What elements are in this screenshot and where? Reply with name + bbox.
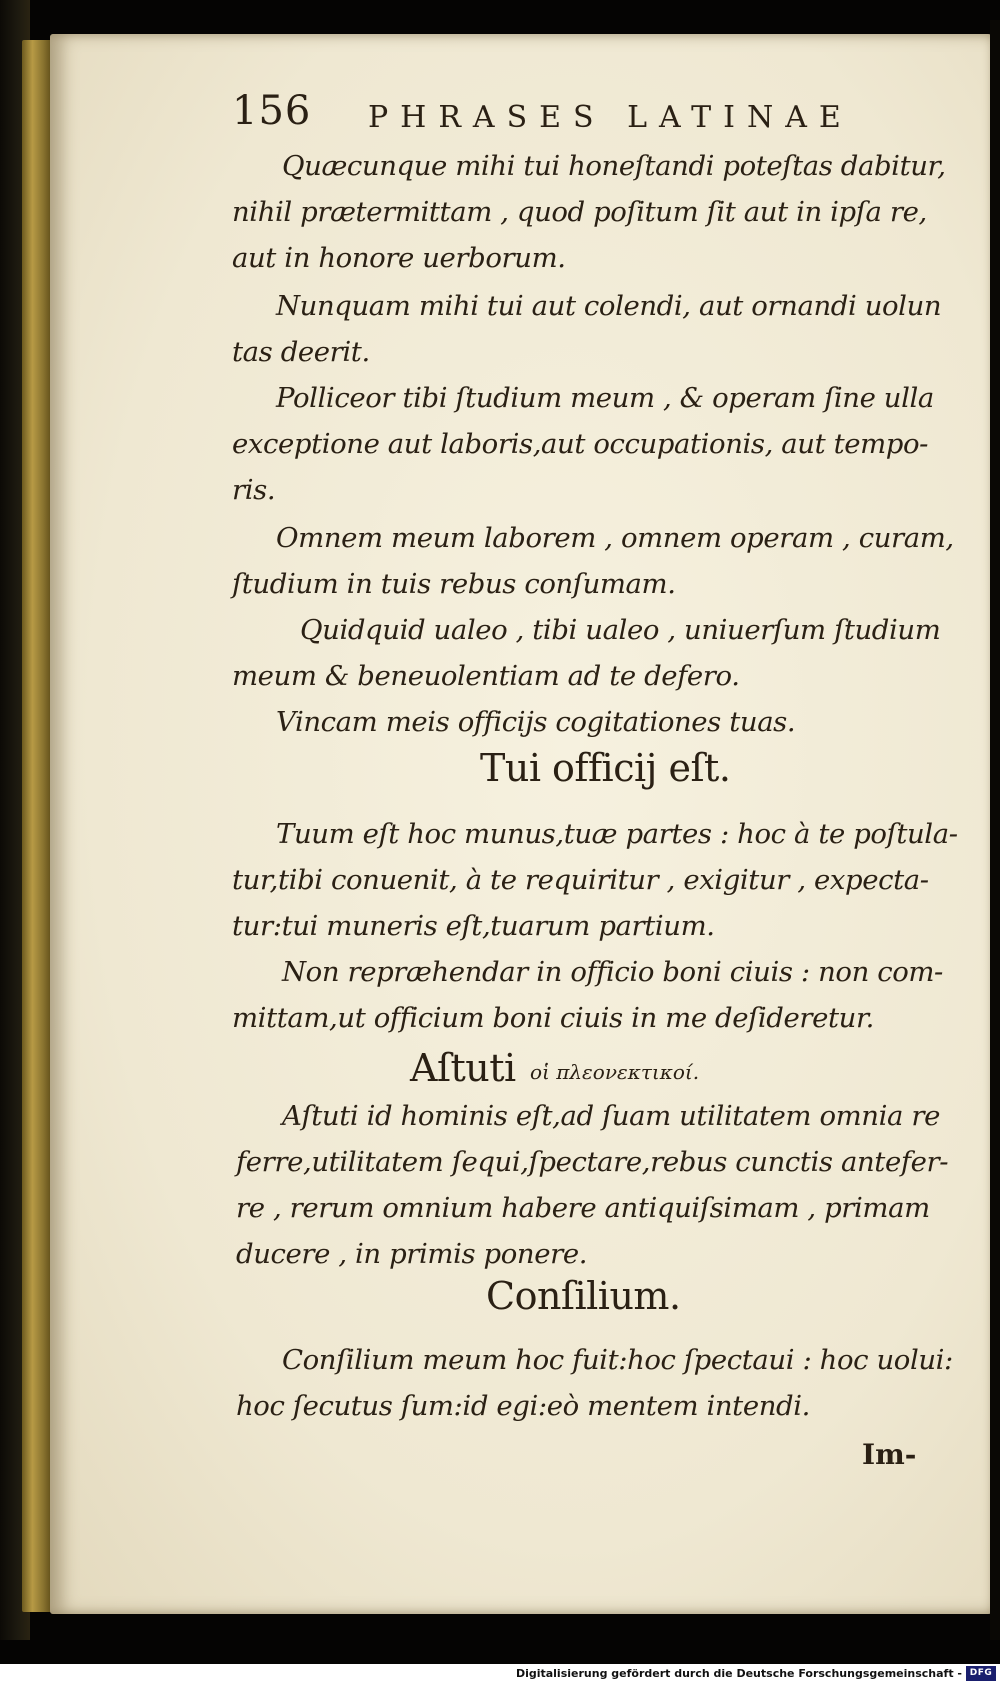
text-line: ſtudium in tuis rebus conſumam.	[232, 568, 676, 600]
section-heading: Tui officij eſt.	[480, 746, 731, 790]
text-line: hoc ſecutus ſum:id egi:eò mentem intendi.	[236, 1390, 810, 1422]
text-line: tur:tui muneris eſt,tuarum partium.	[232, 910, 715, 942]
funding-credit: Digitalisierung gefördert durch die Deutsche Forschungsgemeinschaft -	[515, 1667, 962, 1680]
text-line: Non repræhendar in officio boni ciuis : non com-	[282, 956, 943, 988]
text-line: Tuum eſt hoc munus,tuæ partes : hoc à te poſtula-	[276, 818, 958, 850]
text-line: ducere , in primis ponere.	[236, 1238, 588, 1270]
text-line: tur,tibi conuenit, à te requiritur , exigitur , expecta-	[232, 864, 929, 896]
text-line: Omnem meum laborem , omnem operam , curam,	[276, 522, 954, 554]
text-line: Polliceor tibi ſtudium meum , & operam ſine ulla	[276, 382, 934, 414]
text-line: ris.	[232, 474, 276, 506]
text-line: re , rerum omnium habere antiquiſsimam , primam	[236, 1192, 930, 1224]
text-line: Conſilium meum hoc fuit:hoc ſpectaui : hoc uolui:	[282, 1344, 953, 1376]
greek-gloss: οἱ πλεονεκτικοί.	[530, 1060, 700, 1084]
text-line: tas deerit.	[232, 336, 370, 368]
gilt-page-edge	[22, 40, 52, 1612]
text-line: aut in honore uerborum.	[232, 242, 566, 274]
dfg-logo: DFG	[966, 1666, 996, 1681]
section-heading: Conſilium.	[486, 1274, 681, 1318]
catchword: Im-	[862, 1438, 917, 1471]
text-line: nihil prætermittam , quod poſitum ſit aut in ipſa re,	[232, 196, 927, 228]
text-line: Nunquam mihi tui aut colendi, aut ornandi uolun	[276, 290, 942, 322]
text-line: mittam,ut officium boni ciuis in me deſideretur.	[232, 1002, 875, 1034]
text-line: exceptione aut laboris,aut occupationis, aut tempo-	[232, 428, 929, 460]
section-heading: Aſtuti	[410, 1046, 516, 1090]
text-line: meum & beneuolentiam ad te defero.	[232, 660, 740, 692]
page-number: 156	[232, 88, 312, 134]
text-line: Vincam meis officijs cogitationes tuas.	[276, 706, 796, 738]
running-title: PHRASES LATINAE	[368, 100, 853, 135]
text-line: Quæcunque mihi tui honeſtandi poteſtas dabitur,	[282, 150, 946, 182]
text-line: ferre,utilitatem ſequi,ſpectare,rebus cunctis antefer-	[236, 1146, 949, 1178]
text-line: Quidquid ualeo , tibi ualeo , uniuerſum ſtudium	[300, 614, 941, 646]
text-line: Aſtuti id hominis eſt,ad ſuam utilitatem omnia re	[282, 1100, 940, 1132]
right-dark-edge	[990, 20, 1000, 1640]
